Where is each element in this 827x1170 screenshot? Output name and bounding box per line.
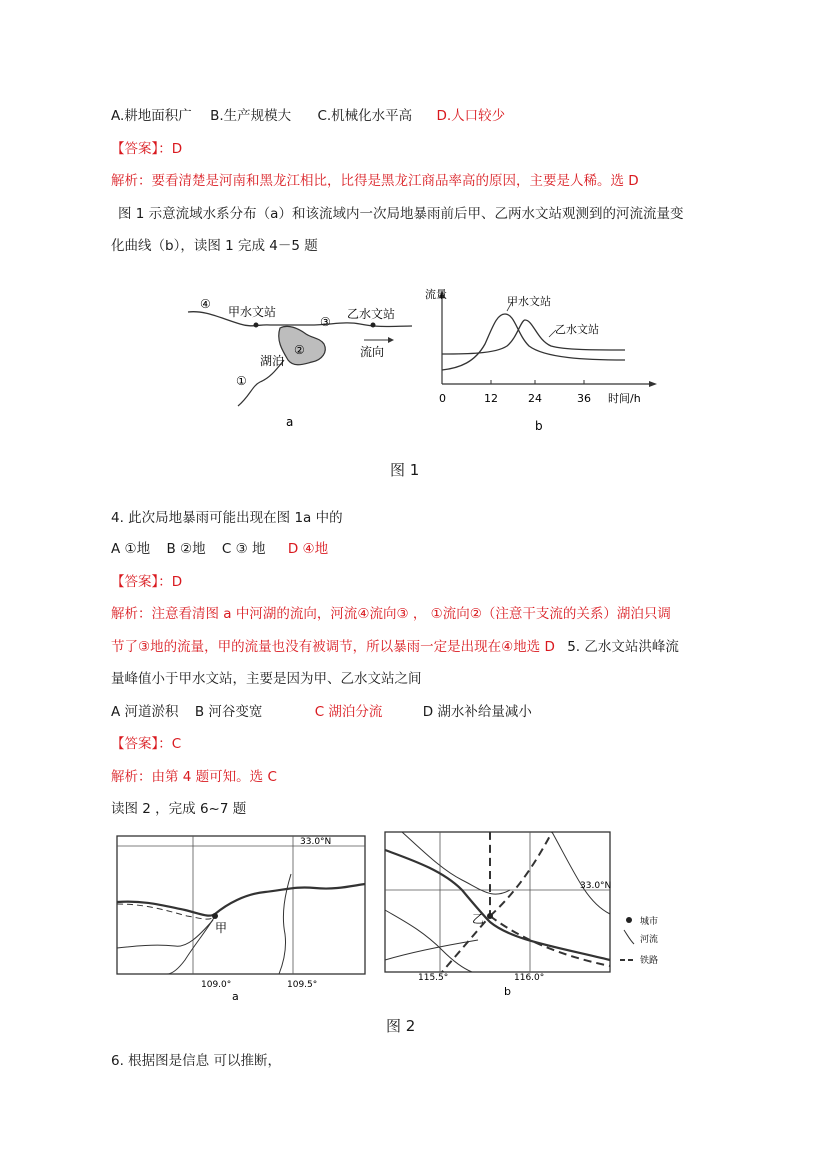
q3-analysis: 解析：要看清楚是河南和黑龙江相比，比得是黑龙江商品率高的原因，主要是人稀。选 D: [111, 173, 639, 189]
q5-answer: 【答案】：C: [111, 736, 182, 752]
x-axis-label: 时间/h: [608, 392, 641, 405]
y-axis-label: 流量: [425, 288, 447, 301]
fig1-caption: 图 1: [390, 461, 420, 479]
fig2a-lon2-label: 109.5°: [287, 980, 318, 990]
label-flow: 流向: [360, 345, 385, 359]
q4-option-a: A ①地: [111, 541, 151, 557]
label-3: ③: [320, 315, 331, 329]
fig2b-river-2: [385, 910, 472, 972]
fig2b-railway-2: [490, 832, 552, 916]
q5-option-a: A 河道淤积: [111, 704, 179, 720]
q4-stem: 4. 此次局地暴雨可能出现在图 1a 中的: [111, 510, 343, 526]
q5-analysis: 解析：由第 4 题可知。选 C: [111, 769, 277, 785]
label-4: ④: [200, 297, 211, 311]
fig1b-caption: b: [535, 419, 543, 433]
fig2a-lat-label: 33.0°N: [300, 837, 332, 847]
q4-option-d: D ④地: [287, 541, 329, 557]
label-lake: 湖泊: [260, 354, 285, 368]
fig1a-river-map: [180, 288, 420, 433]
fig2b-river-4: [552, 832, 610, 914]
label-2: ②: [294, 343, 305, 357]
q5-option-d: D 湖水补给量减小: [422, 704, 532, 720]
fig2a-city-label: 甲: [215, 921, 228, 935]
legend-railway-label: 铁路: [640, 956, 659, 966]
q3-option-a: A.耕地面积广: [111, 108, 192, 124]
yi-station-dot: [371, 323, 376, 328]
label-1: ①: [236, 374, 247, 388]
fig2a-tributary-2: [117, 920, 213, 948]
fig2b-railway-3: [490, 916, 610, 966]
fig2-intro: 读图 2 ，完成 6~7 题: [111, 801, 247, 817]
tick-label-24: 24: [528, 392, 542, 405]
x-axis-arrow: [649, 381, 657, 387]
jia-station-dot: [254, 323, 259, 328]
fig2a-frame: [117, 836, 365, 974]
tick-label-0: 0: [439, 392, 446, 405]
legend-city-icon: [626, 917, 632, 923]
fig2b-city-label: 乙: [472, 912, 485, 926]
tick-label-36: 36: [577, 392, 591, 405]
q3-options: [111, 106, 505, 126]
q4-analysis-line2-text: 节了③地的流量，甲的流量也没有被调节，所以暴雨一定是出现在④地选 D: [111, 639, 555, 655]
q4-analysis-line2: [111, 637, 679, 657]
fig2b-lat-label: 33.0°N: [580, 881, 612, 891]
series-jia-label: 甲水文站: [507, 295, 551, 308]
fig2b-lon2-label: 116.0°: [514, 973, 545, 983]
q3-option-b: B.生产规模大: [210, 108, 292, 124]
fig2a-tributary-1: [167, 916, 215, 974]
fig1-intro-line2: 化曲线（b），读图 1 完成 4－5 题: [111, 238, 318, 254]
series-yi-label: 乙水文站: [555, 323, 599, 336]
q4-answer: 【答案】：D: [111, 574, 183, 590]
q5-stem-line2: 量峰值小于甲水文站，主要是因为甲、乙水文站之间: [111, 671, 422, 687]
q4-option-b: B ②地: [166, 541, 206, 557]
q6-stem: 6. 根据图是信息 可以推断，: [111, 1053, 281, 1069]
flow-arrow-head: [388, 337, 394, 343]
q4-options: [111, 539, 328, 559]
fig2b-lon1-label: 115.5°: [418, 973, 449, 983]
q3-option-d: D.人口较少: [436, 108, 506, 124]
legend-river-icon: [624, 930, 634, 944]
q5-option-c: C 湖泊分流: [314, 704, 383, 720]
fig2b-river-3: [385, 940, 478, 960]
q5-options: [111, 702, 532, 722]
legend-city-label: 城市: [640, 917, 659, 927]
q5-option-b: B 河谷变宽: [194, 704, 263, 720]
q5-stem-start: 5. 乙水文站洪峰流: [567, 639, 679, 655]
fig1b-flow-chart: [425, 284, 661, 434]
legend-river-label: 河流: [640, 935, 659, 945]
q4-analysis-line1: 解析：注意看清图 a 中河湖的流向，河流④流向③ ， ①流向②（注意干支流的关系）湖泊只调: [111, 606, 671, 622]
fig2b-railway-1: [442, 832, 490, 972]
fig2b-main-river: [385, 850, 610, 960]
fig1a-caption: a: [286, 415, 294, 429]
fig2b-map: [382, 830, 687, 1002]
tick-label-12: 12: [484, 392, 498, 405]
q4-option-c: C ③ 地: [221, 541, 266, 557]
label-yi-station: 乙水文站: [347, 307, 396, 321]
fig1-intro-line1: 图 1 示意流域水系分布（a）和该流域内一次局地暴雨前后甲、乙两水文站观测到的河流流量变: [118, 206, 684, 222]
fig2b-city-dot: [487, 913, 493, 919]
q3-option-c: C.机械化水平高: [317, 108, 413, 124]
fig2a-city-dot: [212, 913, 218, 919]
fig2a-main-river: [117, 884, 365, 916]
label-jia-station: 甲水文站: [228, 305, 277, 319]
fig2b-caption: b: [504, 985, 511, 998]
fig2a-caption: a: [232, 990, 239, 1003]
fig2-caption: 图 2: [386, 1017, 416, 1035]
fig2a-map: [115, 834, 370, 1004]
q3-answer: 【答案】：D: [111, 141, 183, 157]
fig2a-lon1-label: 109.0°: [201, 980, 232, 990]
